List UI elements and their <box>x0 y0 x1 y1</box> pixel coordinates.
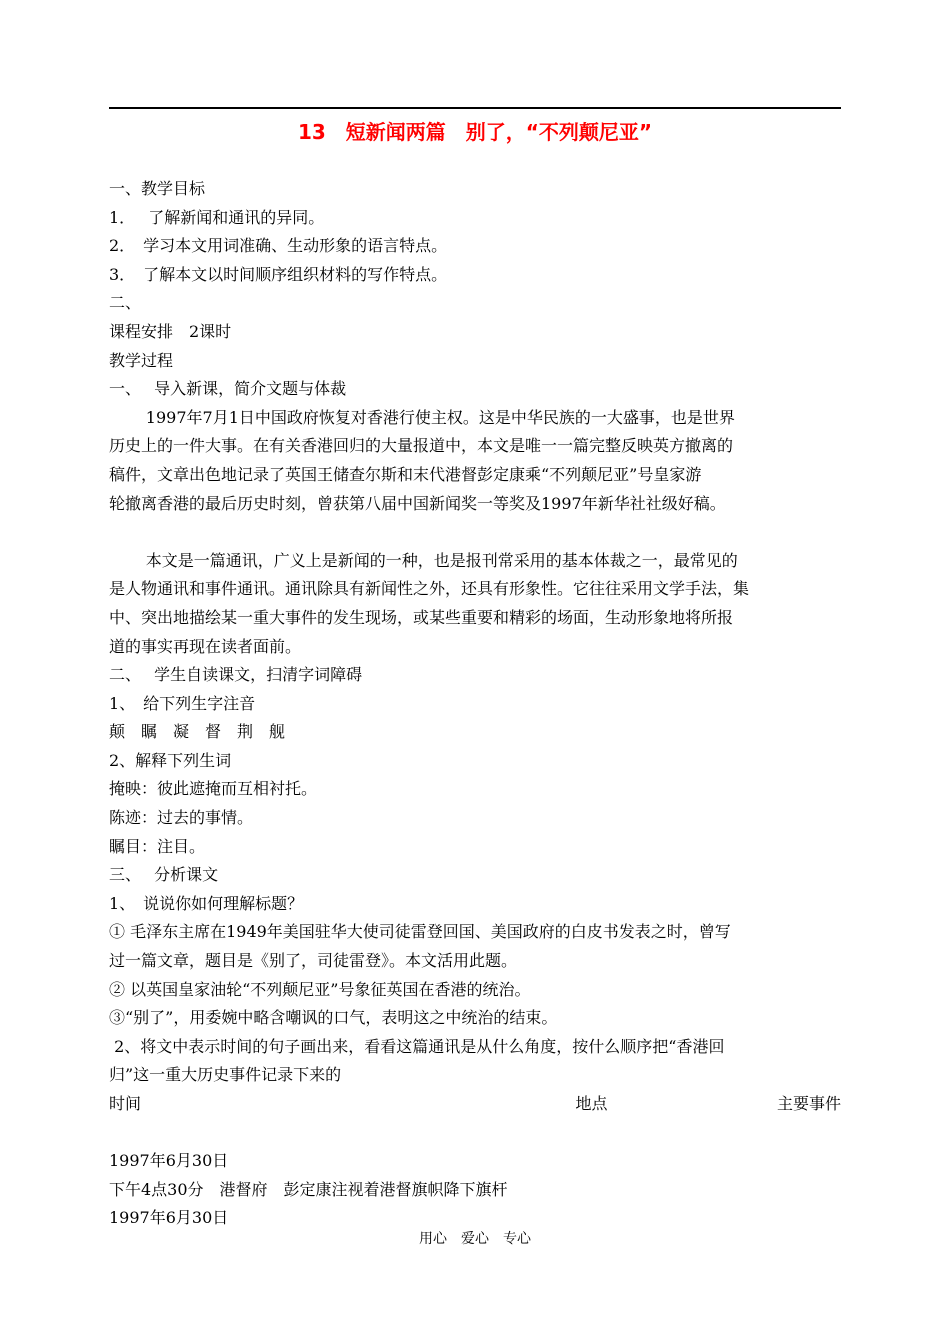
sub-item: 2、解释下列生词 <box>109 750 232 770</box>
paragraph-gap <box>109 518 841 547</box>
paragraph-line: 道的事实再现在读者面前。 <box>109 636 302 656</box>
table-row: 1997年6月30日 <box>109 1151 229 1171</box>
objective-item: 3． 了解本文以时间顺序组织材料的写作特点。 <box>109 264 448 284</box>
paragraph-line: 是人物通讯和事件通讯。通讯除具有新闻性之外，还具有形象性。它往往采用文学手法，集 <box>109 579 750 599</box>
header-rule <box>109 107 841 109</box>
step-heading: 二、 学生自读课文，扫清字词障碍 <box>109 665 363 685</box>
table-row: 下午4点30分 港督府 彭定康注视着港督旗帜降下旗杆 <box>109 1179 508 1199</box>
sub-item: 1、 说说你如何理解标题？ <box>109 893 304 913</box>
answer-line: 过一篇文章，题目是《别了，司徒雷登》。本文活用此题。 <box>109 951 518 971</box>
answer-line: ② 以英国皇家油轮“不列颠尼亚”号象征英国在香港的统治。 <box>109 979 531 999</box>
paragraph-line: 1997年7月1日中国政府恢复对香港行使主权。这是中华民族的一大盛事，也是世界 <box>145 407 735 427</box>
table-header-event: 主要事件 <box>776 1094 841 1113</box>
process-heading: 教学过程 <box>109 350 174 370</box>
page-footer: 用心 爱心 专心 <box>419 1231 531 1247</box>
sub-item: 2、将文中表示时间的句子画出来，看看这篇通讯是从什么角度，按什么顺序把“香港回 <box>109 1036 725 1056</box>
section-heading: 二、 <box>109 293 142 313</box>
step-heading: 三、 分析课文 <box>109 865 219 885</box>
paragraph-line: 中、突出地描绘某一重大事件的发生现场，或某些重要和精彩的场面，生动形象地将所报 <box>109 607 734 627</box>
section-heading: 一、教学目标 <box>109 179 206 198</box>
definition-line: 掩映：彼此遮掩而互相衬托。 <box>109 779 318 799</box>
table-header-place: 地点 <box>575 1094 608 1113</box>
answer-line: ③“别了”，用委婉中略含嘲讽的口气，表明这之中统治的结束。 <box>109 1008 558 1028</box>
sub-item: 归”这一重大历史事件记录下来的 <box>109 1065 342 1085</box>
paragraph-line: 稿件，文章出色地记录了英国王储查尔斯和末代港督彭定康乘“不列颠尼亚”号皇家游 <box>109 464 702 484</box>
schedule-line: 课程安排 2课时 <box>109 321 232 341</box>
sub-item: 1、 给下列生字注音 <box>109 693 256 713</box>
answer-line: ① 毛泽东主席在1949年美国驻华大使司徒雷登回国、美国政府的白皮书发表之时，曾写 <box>109 922 731 942</box>
definition-line: 陈迹：过去的事情。 <box>109 808 254 828</box>
table-gap <box>109 1119 841 1148</box>
paragraph-line: 本文是一篇通讯，广义上是新闻的一种，也是报刊常采用的基本体裁之一，最常见的 <box>145 550 738 570</box>
paragraph-line: 历史上的一件大事。在有关香港回归的大量报道中，本文是唯一一篇完整反映英方撤离的 <box>109 436 734 456</box>
paragraph-line: 轮撤离香港的最后历史时刻，曾获第八届中国新闻奖一等奖及1997年新华社社级好稿。 <box>109 493 726 513</box>
objective-item: 1． 了解新闻和通讯的异同。 <box>109 207 325 227</box>
document-body <box>109 175 841 1233</box>
definition-line: 瞩目：注目。 <box>109 836 206 856</box>
table-row: 1997年6月30日 <box>109 1208 229 1228</box>
table-header <box>109 1090 841 1119</box>
document-title: 13 短新闻两篇 别了，“不列颠尼亚” <box>297 120 653 144</box>
step-heading: 一、 导入新课，简介文题与体裁 <box>109 379 347 399</box>
table-header-time: 时间 <box>109 1094 142 1113</box>
objective-item: 2． 学习本文用词准确、生动形象的语言特点。 <box>109 236 448 256</box>
character-list: 颠 瞩 凝 督 荆 舰 <box>109 722 286 742</box>
